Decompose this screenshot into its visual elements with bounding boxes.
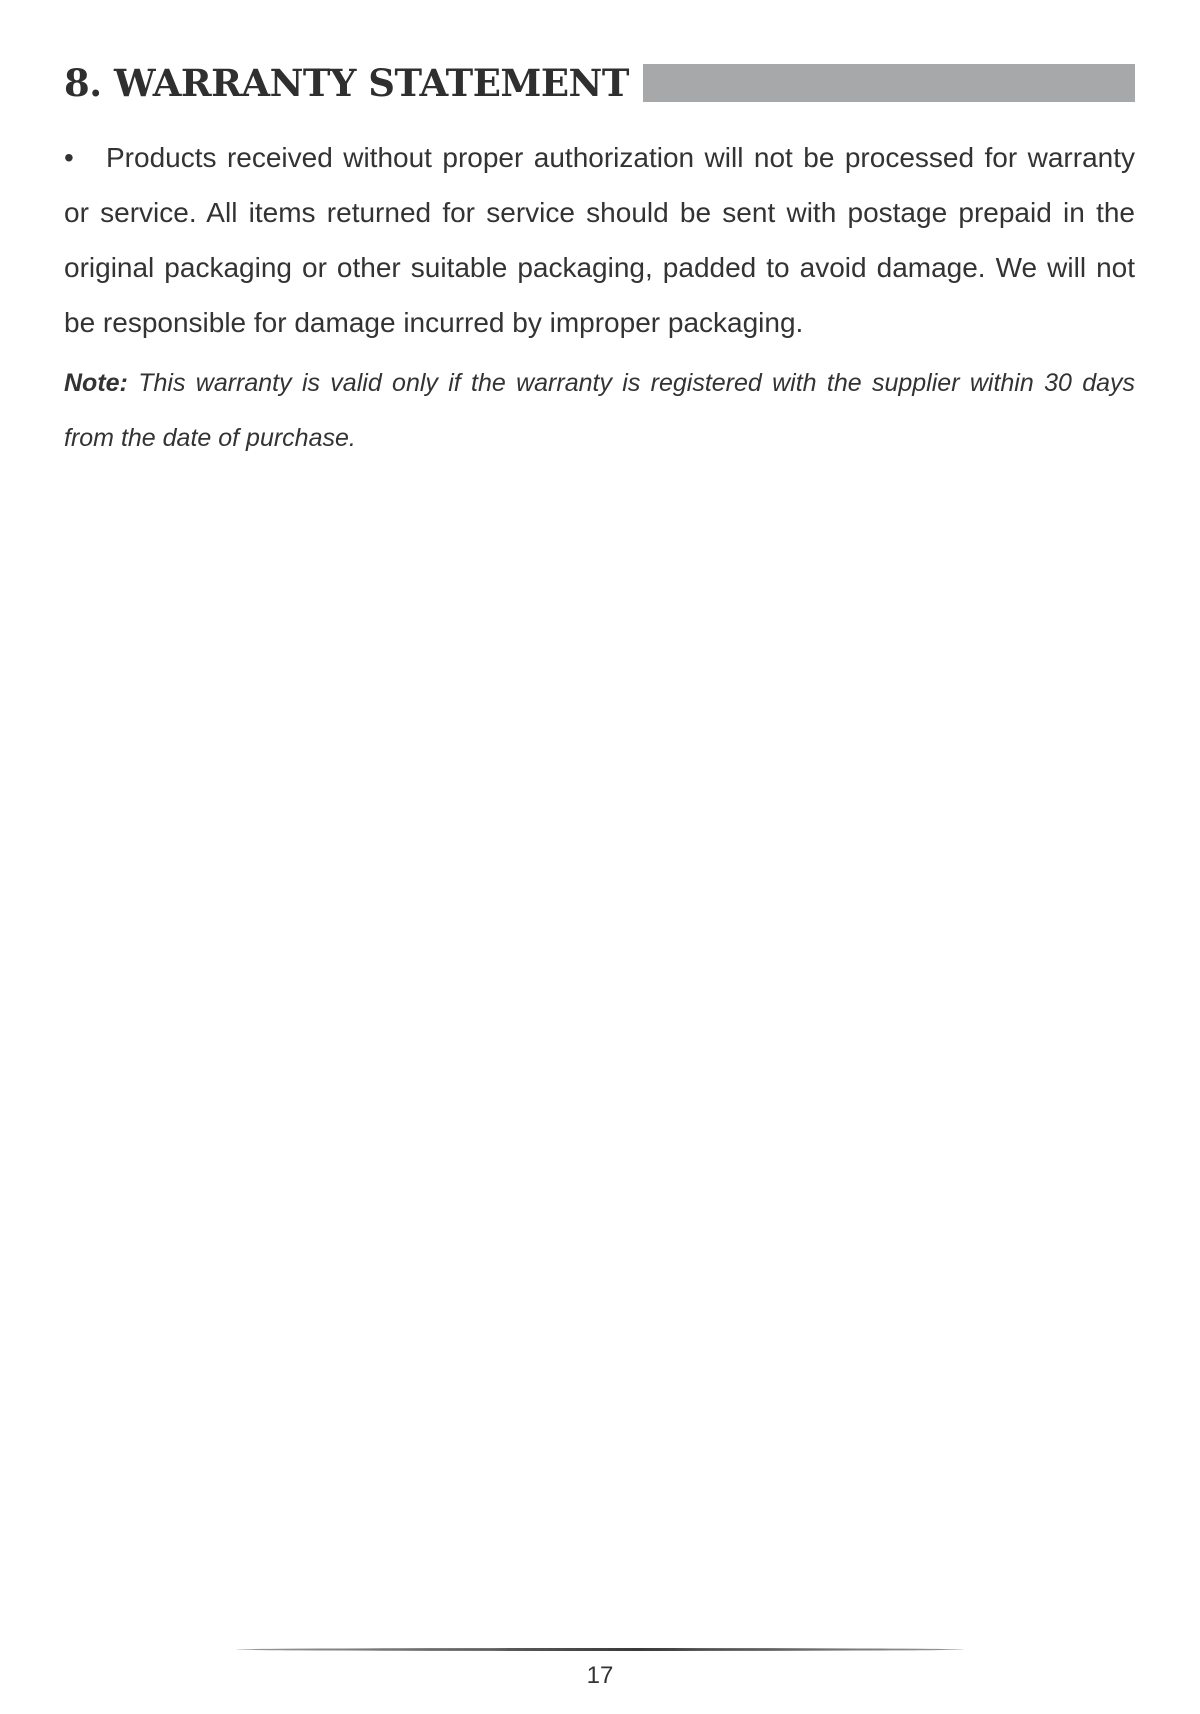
section-heading (64, 58, 1135, 108)
warranty-note (64, 356, 1135, 466)
title-decor-bar (643, 64, 1135, 102)
bullet-marker: • (64, 142, 74, 173)
footer-divider (236, 1648, 964, 1651)
note-label: Note: (64, 369, 128, 397)
section-title: 8. WARRANTY STATEMENT (64, 61, 629, 105)
page-number: 17 (586, 1662, 614, 1689)
warranty-paragraph (64, 130, 1135, 350)
note-text: This warranty is valid only if the warranty is registered with the supplier within 30 days from the date of purchase. (64, 369, 1135, 452)
warranty-paragraph-text: Products received without proper authorization will not be processed for warranty or service. All items returned for service should be sent with postage prepaid in the original packaging or other suitable packaging, padded to avoid damage. We will not be responsible for damage incurred by improper packaging. (64, 142, 1135, 338)
